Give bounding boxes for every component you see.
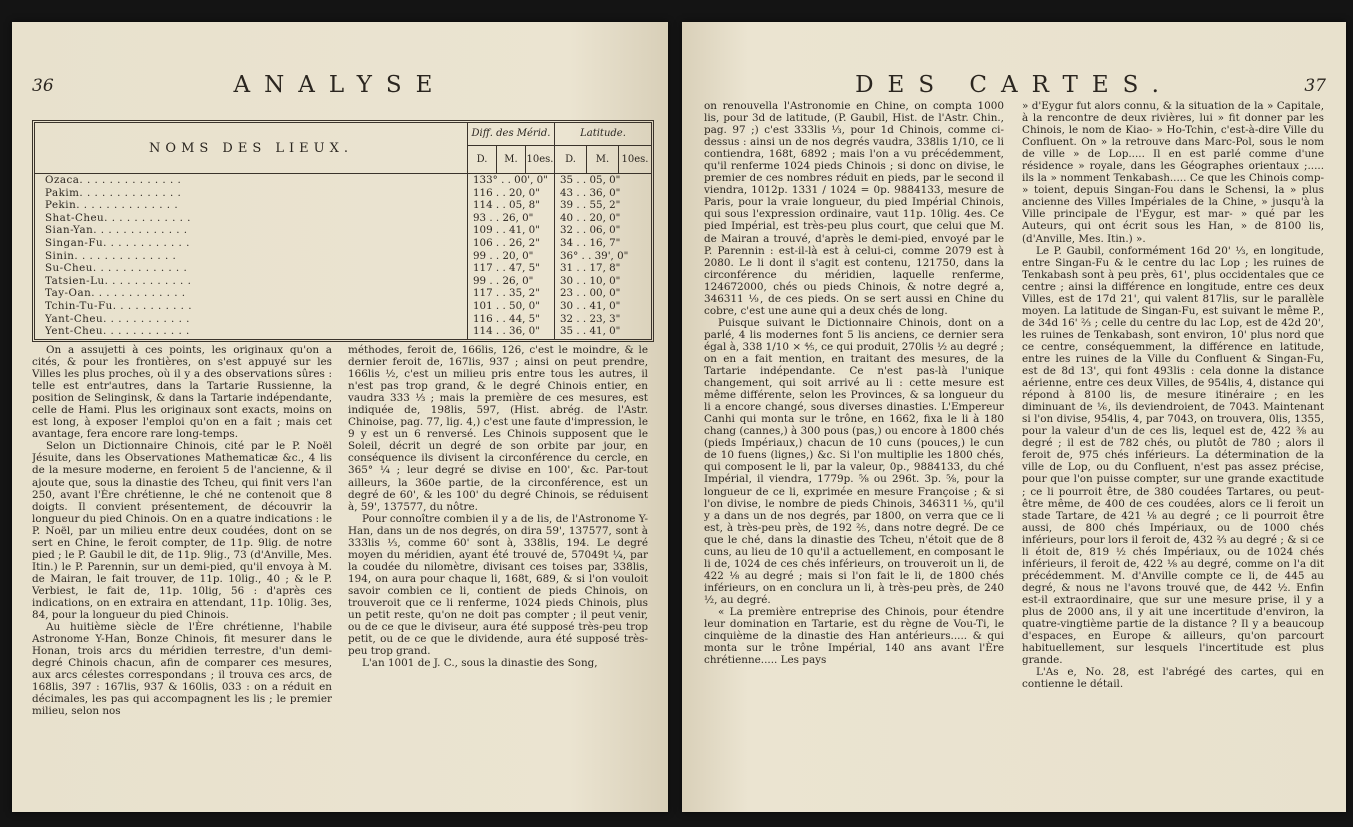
paragraph: L'an 1001 de J. C., sous la dinastie des Song, [362, 657, 598, 670]
place-name: Tatsien-Lu. . . . . . . . . . . . [45, 274, 192, 287]
subheader-tenths: 10es. [526, 146, 555, 174]
latitude: 43 . . 36, 0" [560, 186, 621, 199]
running-head [32, 72, 648, 112]
paragraph: Puisque suivant le Dictionnaire Chinois, dont on a parlé, 4 lis modernes font 5 lis anciens, ce dernier sera égal à, 338 1/10 × ⅘, ce qui produit, 270lis ½ au degré ; on en a fait mention, en traitant des mesures, de la Tartarie indépendante. Ce n'est pas-là l'unique changement, qui soit arrivé au li : cette mesure est même différente, selon les Provinces, & sa longueur du li a encore changé, sous diverses dinasties. L'Empereur Canhi qui monta sur le trône, en 1662, fixa le li à 180 chang (cannes,) à 300 pous (pas,) ou encore à 1800 chés (pieds Impériaux,) chacun de 10 cuns (pouces,) le cun de 10 fuens (lignes,) &c. Si l'on multiplie les 1800 chés, qui composent le li, par la valeur, 0p., 9884133, du ché Impérial, il viendra, 1779p. ⅝ ou 296t. 3p. ⅝, pour la longueur de ce li, exprimée en mesure Françoise ; & si l'on divise, le nombre de pieds Chinois, 346311 ⅑, qu'il y a dans un de nos degrés, par 1800, on verra que ce li est, à très-peu près, de 192 ⅖, dans notre degré. De ce que le ché, dans la dinastie des Tcheu, n'étoit que de 8 cuns, au lieu de 10 qu'il a actuellement, en composant le li de, 1024 de ces chés inférieurs, on trouveroit un li, de 422 ⅛ au degré ; mais si l'on fait le li, de 1800 chés inférieurs, on en conclura un li, à très-peu près, de 240 ½, au degré. [704, 316, 1004, 606]
latitude: 39 . . 55, 2" [560, 199, 621, 212]
meridian-diff: 109 . . 41, 0" [473, 224, 540, 237]
paragraph: Au huitième siècle de l'Ère chrétienne, l'habile Astronome Y-Han, Bonze Chinois, fit mesurer dans le Honan, trois arcs du méridien terrestre, d'un demi-degré Chinois chacun, afin de comparer ces mesures, aux arcs célestes correspondans ; il trouva ces arcs, de 168lis, 397 : 167lis, 937 & 160lis, 033 : on a réduit en décimales, les pas qui accompagnent les lis ; le premier milieu, selon nos [32, 621, 332, 718]
table-row [35, 174, 651, 187]
place-name: Yant-Cheu. . . . . . . . . . . . [45, 312, 190, 325]
latitude: 30 . . 41, 0" [560, 299, 621, 312]
meridian-diff: 101 . . 50, 0" [473, 299, 540, 312]
text-column-right [348, 344, 648, 804]
place-name: Pekin. . . . . . . . . . . . . . [45, 199, 179, 212]
place-name: Shat-Cheu. . . . . . . . . . . . [45, 211, 191, 224]
place-name: Ozaca. . . . . . . . . . . . . . [45, 174, 182, 186]
latitude: 32 . . 06, 0" [560, 224, 621, 237]
meridian-diff: 106 . . 26, 2" [473, 236, 540, 249]
subheader-minutes: M. [497, 146, 526, 174]
latitude: 35 . . 05, 0" [560, 174, 621, 186]
table-row [35, 262, 651, 275]
quote-paragraph: » d'Eygur fut alors connu, & la situation de la » Capitale, à la rencontre de deux rivières, lui » fit donner par les Chinois, le nom de Kiao- » Ho-Tchin, c'est-à-dire Ville du Confluent. On » la retrouve dans Marc-Pol, sous le nom de ville » de Lop..... Il en est parlé comme d'une résidence » royale, dans les Géographes orientaux ;..... ils la » nomment Tenkabash..... Ce que les Chinois comp- » toient, depuis Singan-Fou dans le Schensi, la » plus ancienne des Villes Impériales de la Chine, » jusqu'à la Ville principale de l'Eygur, est mar- » qué par les Auteurs, qui ont écrit sous les Han, » de 8100 lis, (d'Anville, Mes. Itin.) ». [1022, 100, 1324, 245]
meridian-diff: 133° . . 00', 0" [473, 174, 548, 186]
meridian-diff: 114 . . 05, 8" [473, 199, 540, 212]
paragraph: L'As e, No. 28, est l'abrégé des cartes, qui en contienne le détail. [1022, 666, 1324, 691]
latitude: 23 . . 00, 0" [560, 287, 621, 300]
subheader-lat-degrees: D. [555, 146, 587, 174]
table-row [35, 300, 651, 313]
latitude: 35 . . 41, 0" [560, 325, 621, 338]
subheader-lat-minutes: M. [587, 146, 619, 174]
paragraph: on renouvella l'Astronomie en Chine, on compta 1000 lis, pour 3d de latitude, (P. Gaubil, Hist. de l'Astr. Chin., pag. 97 ;) c'est 333lis ⅓, pour 1d Chinois, comme ci-dessus : ainsi un de nos degrés vaudra, 338lis 1/10, ce li contiendra, 168t, 6892 ; mais l'on a vu précédemment, qu'il renferme 1024 pieds Chinois ; si donc on divise, le premier de ces nombres réduit en pieds, par le second il viendra, 1012p. 1331 / 1024 = 0p. 9884133, mesure de Paris, pour la vraie longueur, du pied Impérial Chinois, qui sous l'expression ordinaire, vaut 11p. 10lig. 4es. Ce pied Impérial, est très-peu plus court, que celui que M. de Mairan a trouvé, d'après le demi-pied, envoyé par le P. Parennin : est-il-là est à celui-ci, comme 2079 est à 2080. Le li dont il s'agit est contenu, 121750, dans la circonférence du méridien, laquelle renferme, 124672000, chés ou pieds Chinois, & notre degré a, 346311 ⅑, de ces pieds. On se sert aussi en Chine du cobre, c'est une aune qui a deux chés de long. [704, 100, 1004, 317]
text-column-right [1022, 100, 1324, 806]
paragraph: Selon un Dictionnaire Chinois, cité par le P. Noël Jésuite, dans les Observationes Mathematicæ &c., 4 lis de la mesure moderne, en feroient 5 de l'ancienne, & il ajoute que, sous la dinastie des Tcheu, qui finit vers l'an 250, avant l'Ère chrétienne, le ché ne contenoit que 8 doigts. Il convient présentement, de découvrir la longueur du pied Chinois. On en a quatre indications : le P. Noël, par un milieu entre deux coudées, dont on se sert en Chine, le feroit compter, de 11p. 9lig. de notre pied ; le P. Gaubil le dit, de 11p. 9lig., 73 (d'Anville, Mes. Itin.) le P. Parennin, sur un demi-pied, qu'il envoya à M. de Mairan, le fait trouver, de 11p. 10lig., 40 ; & le P. Verbiest, le fait de, 11p. 10lig, 56 : d'après ces indications, on en extraira en attendant, 11p. 10lig. 3es, 84, pour la longueur du pied Chinois. [32, 440, 332, 622]
table-row [35, 287, 651, 300]
left-page [12, 22, 668, 812]
table-row [35, 325, 651, 338]
page-number: 37 [1304, 76, 1326, 96]
table-row [35, 275, 651, 288]
paragraph: On a assujetti à ces points, les originaux qu'on a cités, & pour les frontières, on s'est appuyé sur les Villes les plus proches, où il y a des observations sûres : telle est entr'autres, dans la Tartarie Russienne, la position de Selinginsk, & dans la Tartarie indépendante, celle de Hami. Plus les originaux sont exacts, moins on est long, à exposer l'emploi qu'on en a fait ; mais cet avantage, fera encore rare long-temps. [32, 344, 332, 441]
latitude: 30 . . 10, 0" [560, 274, 621, 287]
meridian-diff: 93 . . 26, 0" [473, 211, 534, 224]
table-row [35, 250, 651, 263]
meridian-diff: 114 . . 36, 0" [473, 325, 540, 338]
table-row [35, 212, 651, 225]
paragraph: Le P. Gaubil, conformément 16d 20' ⅓, en longitude, entre Singan-Fu & le centre du lac Lop ; les ruines de Tenkabash sont à peu près, 61', plus occidentales que ce centre ; ainsi la différence en longitude, entre ces deux Villes, est de 17d 21', qui valent 817lis, sur le parallèle moyen. La latitude de Singan-Fu, est suivant le même P., de 34d 16' ⅔ ; celle du centre du lac Lop, est de 42d 20', les ruines de Tenkabash, sont environ, 10' plus nord que ce centre, conséquemment, la différence en latitude, entre les ruines de la Ville du Confluent & Singan-Fu, est de 8d 13', qui font 493lis : cela donne la distance aérienne, entre ces deux Villes, de 954lis, 4, distance qui répond à 8100 lis, de mesure itinéraire ; en les diminuant de ⅙, ils deviendroient, de 7043. Maintenant si l'on divise, 954lis, 4, par 7043, on trouvera, 0lis, 1355, pour la valeur d'un de ces lis, lequel est de, 422 ⅜ au degré ; il est de 782 chés, ou plutôt de 780 ; alors il feroit de, 975 chés inférieurs. La détermination de la ville de Lop, ou du Confluent, n'est pas assez précise, pour que l'on puisse compter, sur une grande exactitude ; ce li pourroit être, de 380 coudées Tartares, ou peut-être même, de 400 de ces coudées, alors ce li feroit un stade Tartare, de 421 ⅛ au degré ; ce li pourroit être aussi, de 800 chés Impériaux, ou de 1000 chés inférieurs, pour lors il feroit de, 432 ⅔ au degré ; & si ce li étoit de, 819 ½ chés Impériaux, ou de 1024 chés inférieurs, il feroit de, 422 ⅛ au degré, comme on l'a dit précédemment. M. d'Anville compte ce li, de 445 au degré, & nous ne l'avons trouvé que, de 442 ½. Enfin est-il extraordinaire, que sur une mesure prise, il y a plus de 2000 ans, il y ait une incertitude d'environ, la quatre-vingtième partie de la distance ? Il y a beaucoup d'espaces, en Europe & ailleurs, qu'on parcourt habituellement, sur lesquels l'incertitude est plus grande. [1022, 244, 1324, 667]
text-column-left [32, 344, 332, 804]
place-name: Pakim. . . . . . . . . . . . . . [45, 186, 182, 199]
table-header-names: NOMS DES LIEUX. [35, 123, 468, 174]
latitude: 31 . . 17, 8" [560, 262, 621, 275]
subheader-degrees: D. [468, 146, 497, 174]
meridian-diff: 116 . . 20, 0" [473, 186, 540, 199]
right-page [682, 22, 1346, 812]
meridian-diff: 117 . . 47, 5" [473, 262, 540, 275]
paragraph: méthodes, feroit de, 166lis, 126, c'est le moindre, & le dernier feroit de, 167lis, 937 ; ainsi on peut prendre, 166lis ½, c'est un milieu pris entre tous les autres, il n'est pas trop grand, & le degré Chinois entier, en vaudra 333 ⅓ ; mais la première de ces mesures, est indiquée de, 198lis, 597, (Hist. abrég. de l'Astr. Chinoise, pag. 77, lig. 4,) c'est une faute d'impression, le 9 y est un 6 renversé. Les Chinois supposent que le Soleil, décrit un degré de son orbite par jour, en conséquence ils divisent la circonférence du cercle, en 365° ¼ ; leur degré se divise en 100', &c. Par-tout ailleurs, la 360e partie, de la circonférence, est un degré de 60', & les 100' du degré Chinois, se réduisent à, 59', 137577, du nôtre. [348, 344, 648, 513]
place-name: Su-Cheu. . . . . . . . . . . . . [45, 262, 188, 275]
table-row [35, 187, 651, 200]
meridian-diff: 117 . . 35, 2" [473, 287, 540, 300]
place-name: Singan-Fu. . . . . . . . . . . . [45, 236, 190, 249]
table-body [35, 174, 651, 338]
running-title: DES CARTES. [855, 72, 1173, 98]
place-name: Sinin. . . . . . . . . . . . . . [45, 249, 177, 262]
meridian-diff: 116 . . 44, 5" [473, 312, 540, 325]
place-name: Tay-Oan. . . . . . . . . . . . . [45, 287, 186, 300]
table-row [35, 237, 651, 250]
table-header-diff: Diff. des Mérid. [468, 123, 555, 146]
subheader-lat-tenths: 10es. [619, 146, 651, 174]
place-name: Tchin-Tu-Fu. . . . . . . . . . . [45, 299, 192, 312]
table-row [35, 199, 651, 212]
meridian-diff: 99 . . 20, 0" [473, 249, 534, 262]
latitude: 34 . . 16, 7" [560, 236, 621, 249]
places-table [32, 120, 654, 342]
running-title: ANALYSE [233, 72, 447, 98]
meridian-diff: 99 . . 26, 0" [473, 274, 534, 287]
table-header-latitude: Latitude. [555, 123, 651, 146]
table-row [35, 313, 651, 326]
latitude: 40 . . 20, 0" [560, 211, 621, 224]
page-number: 36 [32, 76, 54, 96]
text-column-left [704, 100, 1004, 806]
place-name: Yent-Cheu. . . . . . . . . . . . [45, 325, 190, 338]
latitude: 32 . . 23, 3" [560, 312, 621, 325]
quote-paragraph: « La première entreprise des Chinois, pour étendre leur domination en Tartarie, est du règne de Vou-Ti, le cinquième de la dinastie des Han antérieurs..... & qui monta sur le trône Impérial, 140 ans avant l'Ère chrétienne..... Les pays [704, 605, 1004, 667]
place-name: Sian-Yan. . . . . . . . . . . . . [45, 224, 188, 237]
latitude: 36° . . 39', 0" [560, 249, 629, 262]
table-row [35, 224, 651, 237]
paragraph: Pour connoître combien il y a de lis, de l'Astronome Y-Han, dans un de nos degrés, on dira 59', 137577, sont à 333lis ⅓, comme 60' sont à, 338lis, 194. Le degré moyen du méridien, ayant été trouvé de, 57049t ¼, par la coudée du nilomètre, divisant ces toises par, 338lis, 194, on aura pour chaque li, 168t, 689, & si l'on vouloit savoir combien ce li, contient de pieds Chinois, on trouveroit que ce li renferme, 1024 pieds Chinois, plus un petit reste, qu'on ne doit pas compter ; il peut venir, ou de ce que le diviseur, aura été supposé très-peu trop petit, ou de ce que le dividende, aura été supposé très-peu trop grand. [348, 512, 648, 658]
